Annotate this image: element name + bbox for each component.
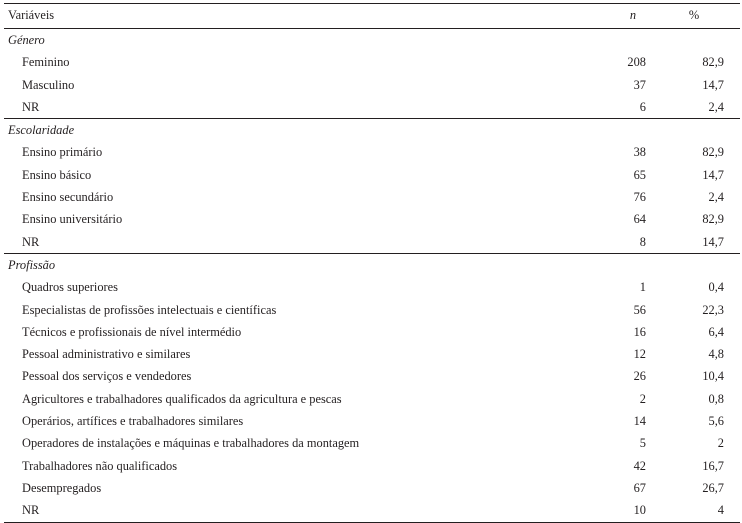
row-n: 26: [633, 369, 646, 384]
row-label: Ensino básico: [22, 167, 92, 182]
row-pct: 82,9: [702, 212, 724, 227]
row-n: 42: [633, 458, 646, 473]
row-pct: 2,4: [708, 190, 724, 205]
row-pct: 16,7: [702, 458, 724, 473]
section-title-escolaridade: Escolaridade: [4, 118, 740, 141]
row-pct: 82,9: [702, 145, 724, 160]
table-row: [4, 410, 740, 432]
table-row: [4, 343, 740, 365]
table-row: [4, 51, 740, 73]
row-n: 208: [627, 55, 646, 70]
row-pct: 82,9: [702, 55, 724, 70]
row-pct: 22,3: [702, 302, 724, 317]
table-row: [4, 321, 740, 343]
table-row: [4, 299, 740, 321]
row-n: 10: [633, 503, 646, 518]
row-n: 37: [633, 77, 646, 92]
row-label: NR: [22, 99, 40, 114]
header-n: n: [629, 8, 637, 22]
table-row: [4, 499, 740, 521]
row-label: Operários, artífices e trabalhadores similares: [22, 414, 244, 429]
table-row: [4, 455, 740, 477]
row-n: 12: [633, 347, 646, 362]
row-label: Quadros superiores: [22, 280, 119, 295]
row-label: Ensino secundário: [22, 190, 114, 205]
row-label: Ensino primário: [22, 145, 103, 160]
row-label: Pessoal dos serviços e vendedores: [22, 369, 192, 384]
row-pct: 14,7: [702, 167, 724, 182]
row-pct: 14,7: [702, 234, 724, 249]
row-label: Agricultores e trabalhadores qualificados da agricultura e pescas: [22, 391, 342, 406]
row-n: 16: [633, 324, 646, 339]
table-header: [4, 4, 740, 29]
row-pct: 14,7: [702, 77, 724, 92]
table-row: [4, 141, 740, 163]
row-label: Desempregados: [22, 480, 102, 495]
demographics-table: [4, 3, 740, 523]
row-pct: 2,4: [708, 99, 724, 114]
row-pct: 26,7: [702, 480, 724, 495]
row-label: NR: [22, 234, 40, 249]
table-row: [4, 365, 740, 387]
header-variables: Variáveis: [8, 8, 55, 22]
row-n: 67: [633, 480, 646, 495]
table-row: [4, 432, 740, 454]
row-pct: 10,4: [702, 369, 724, 384]
row-label: Feminino: [22, 55, 70, 70]
table-row: [4, 186, 740, 208]
section-title-profissao: Profissão: [4, 253, 740, 276]
row-n: 56: [633, 302, 646, 317]
row-n: 1: [639, 280, 646, 295]
row-n: 6: [639, 99, 646, 114]
row-label: Operadores de instalações e máquinas e trabalhadores da montagem: [22, 436, 360, 451]
row-label: Masculino: [22, 77, 75, 92]
row-pct: 4,8: [708, 347, 724, 362]
row-label: NR: [22, 503, 40, 518]
row-n: 65: [633, 167, 646, 182]
row-pct: 6,4: [708, 324, 724, 339]
table-row: [4, 208, 740, 230]
row-label: Ensino universitário: [22, 212, 123, 227]
table-row: [4, 231, 740, 253]
row-pct: 4: [717, 503, 724, 518]
table-row: [4, 388, 740, 410]
row-n: 38: [633, 145, 646, 160]
row-n: 64: [633, 212, 646, 227]
table-row: [4, 164, 740, 186]
row-n: 76: [633, 190, 646, 205]
row-pct: 0,4: [708, 280, 724, 295]
table-row: [4, 74, 740, 96]
row-n: 5: [639, 436, 646, 451]
row-n: 14: [633, 414, 646, 429]
table-row: [4, 96, 740, 118]
row-label: Trabalhadores não qualificados: [22, 458, 178, 473]
section-title-genero: Género: [8, 33, 45, 47]
row-label: Técnicos e profissionais de nível intermédio: [22, 324, 242, 339]
row-n: 2: [639, 391, 646, 406]
header-percent: %: [688, 8, 700, 22]
row-pct: 0,8: [708, 391, 724, 406]
row-label: Pessoal administrativo e similares: [22, 347, 191, 362]
row-pct: 2: [717, 436, 724, 451]
row-pct: 5,6: [708, 414, 724, 429]
row-n: 8: [639, 234, 646, 249]
table-row: [4, 276, 740, 298]
row-label: Especialistas de profissões intelectuais e científicas: [22, 302, 277, 317]
table-row: [4, 477, 740, 499]
